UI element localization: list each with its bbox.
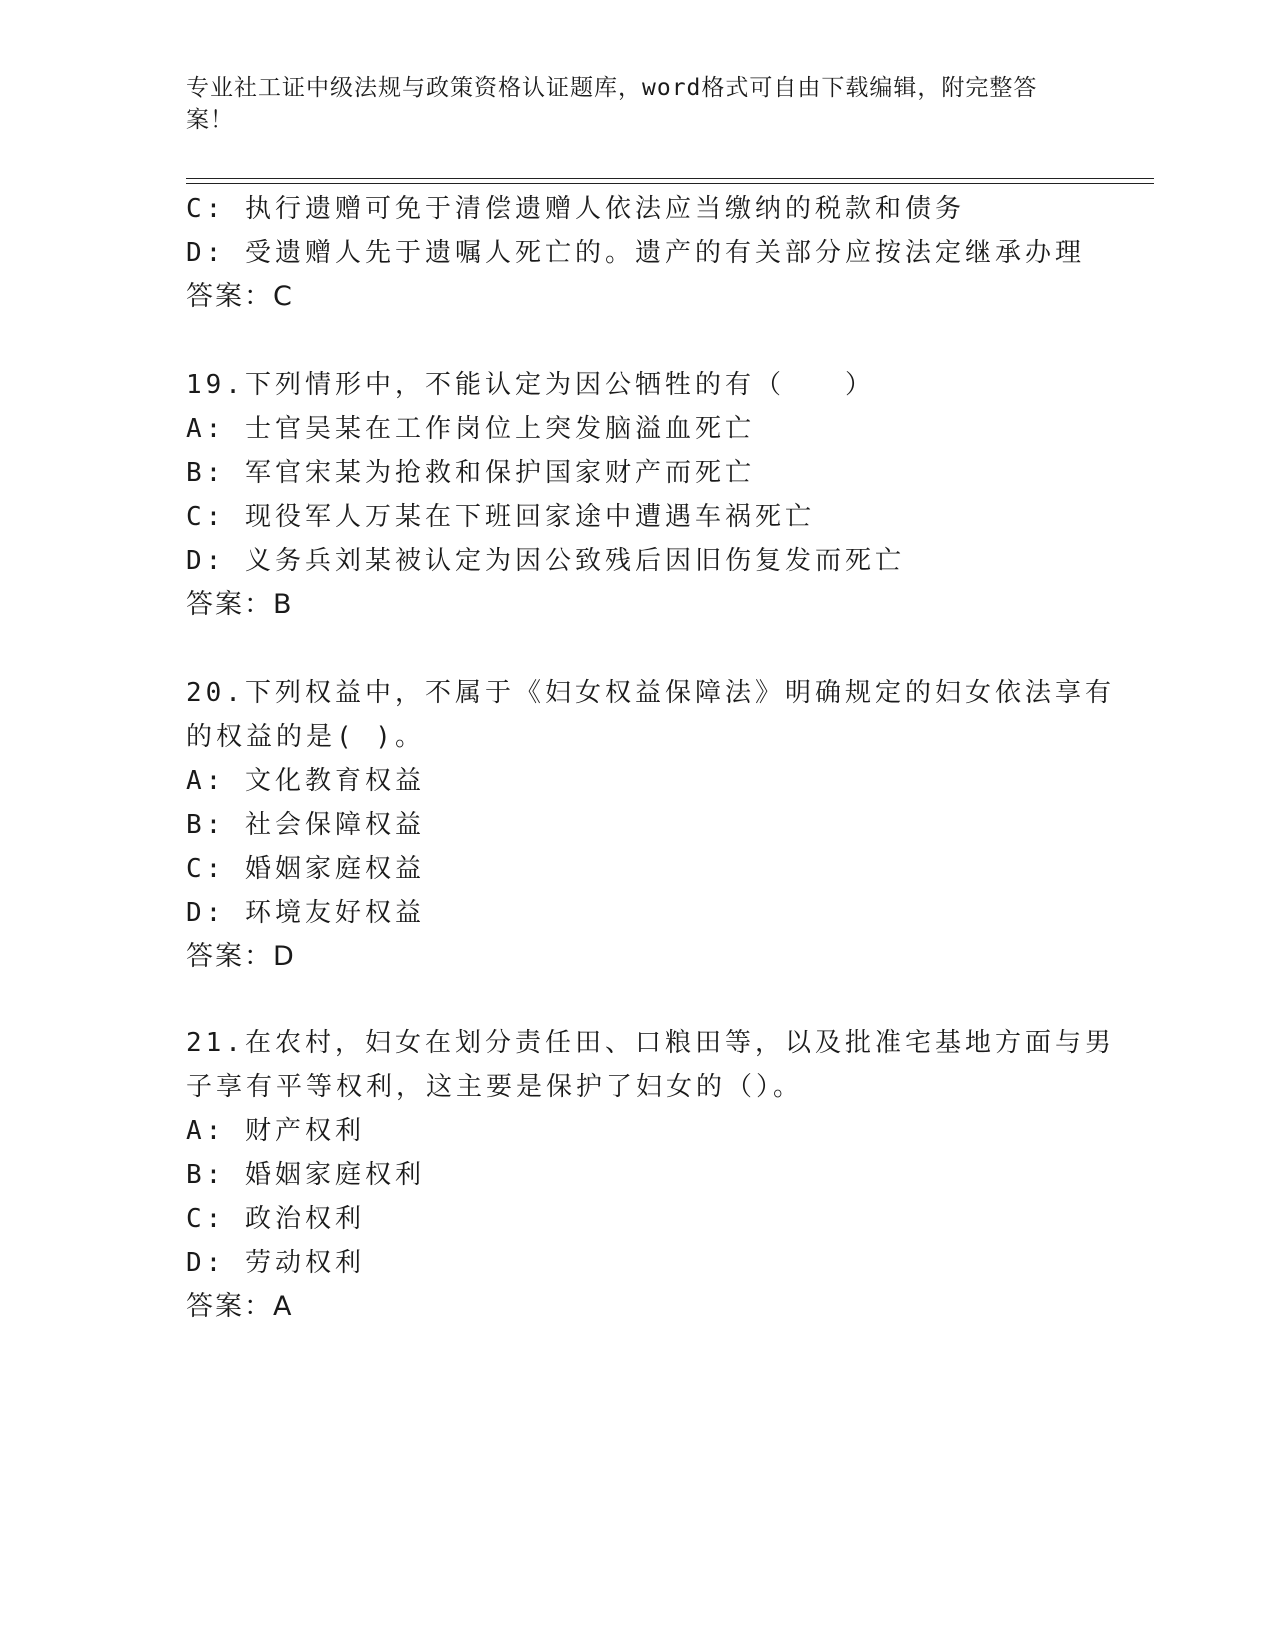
q20-option-d: D: 环境友好权益 xyxy=(186,898,425,928)
q20-stem-line1: 20.下列权益中，不属于《妇女权益保障法》明确规定的妇女依法享有 xyxy=(186,678,1115,708)
q21-option-c: C: 政治权利 xyxy=(186,1204,365,1234)
q21-answer: 答案：A xyxy=(186,1291,294,1322)
q20-stem-line2: 的权益的是( )。 xyxy=(186,722,425,752)
prev-option-c: C: 执行遗赠可免于清偿遗赠人依法应当缴纳的税款和债务 xyxy=(186,194,965,224)
document-header: 专业社工证中级法规与政策资格认证题库，word格式可自由下载编辑，附完整答案！ xyxy=(186,75,1038,133)
q21-option-b: B: 婚姻家庭权利 xyxy=(186,1160,425,1190)
q19-option-d: D: 义务兵刘某被认定为因公致残后因旧伤复发而死亡 xyxy=(186,546,905,576)
header-divider-top xyxy=(186,178,1154,179)
q20-answer: 答案：D xyxy=(186,941,296,972)
q20-option-a: A: 文化教育权益 xyxy=(186,766,425,796)
q19-stem: 19.下列情形中，不能认定为因公牺牲的有（ ） xyxy=(186,370,875,400)
q19-option-c: C: 现役军人万某在下班回家途中遭遇车祸死亡 xyxy=(186,502,815,532)
q19-option-a: A: 士官吴某在工作岗位上突发脑溢血死亡 xyxy=(186,414,755,444)
prev-answer: 答案：C xyxy=(186,281,294,312)
header-divider-bottom xyxy=(186,183,1154,184)
q21-stem-line2: 子享有平等权利，这主要是保护了妇女的（）。 xyxy=(186,1072,804,1102)
q20-option-b: B: 社会保障权益 xyxy=(186,810,425,840)
q21-stem-line1: 21.在农村，妇女在划分责任田、口粮田等，以及批准宅基地方面与男 xyxy=(186,1028,1115,1058)
q21-option-a: A: 财产权利 xyxy=(186,1116,365,1146)
q19-answer: 答案：B xyxy=(186,589,294,620)
q20-option-c: C: 婚姻家庭权益 xyxy=(186,854,425,884)
prev-option-d: D: 受遗赠人先于遗嘱人死亡的。遗产的有关部分应按法定继承办理 xyxy=(186,238,1085,268)
q21-option-d: D: 劳动权利 xyxy=(186,1248,365,1278)
q19-option-b: B: 军官宋某为抢救和保护国家财产而死亡 xyxy=(186,458,755,488)
